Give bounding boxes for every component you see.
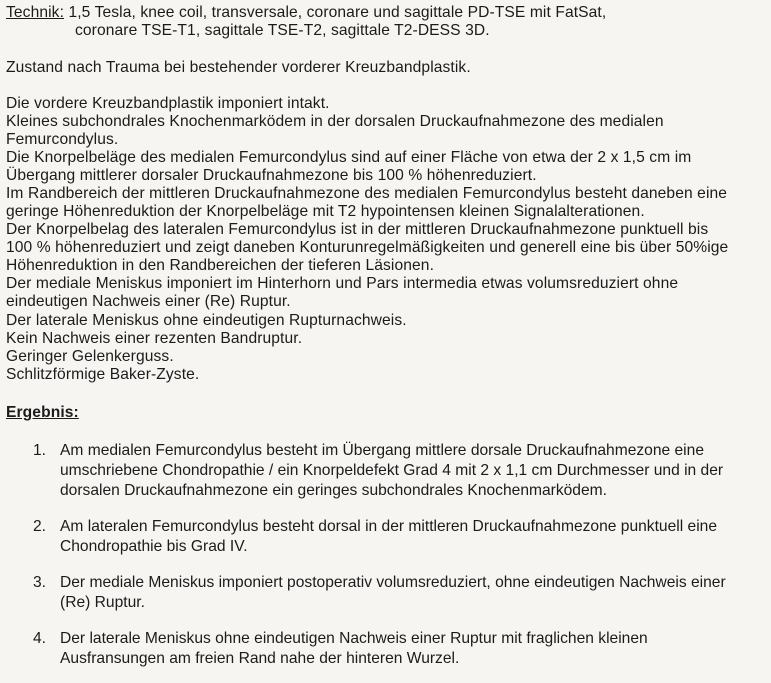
befund-line: Höhenreduktion in den Randbereichen der tieferen Läsionen. bbox=[6, 257, 434, 274]
befund-line: Die Knorpelbeläge des medialen Femurcondylus sind auf einer Fläche von etwa der 2 x 1,5 cm im bbox=[6, 149, 692, 166]
technik-text-1: 1,5 Tesla, knee coil, transversale, coronare und sagittale PD-TSE mit FatSat, bbox=[68, 4, 607, 21]
zustand-text: Zustand nach Trauma bei bestehender vorderer Kreuzbandplastik. bbox=[6, 59, 471, 76]
result-line: Am lateralen Femurcondylus besteht dorsal in der mittleren Druckaufnahmezone punktuell eine bbox=[60, 518, 718, 535]
befund-line: Femurcondylus. bbox=[6, 131, 119, 148]
result-number: 1. bbox=[33, 442, 47, 459]
technik-label: Technik: bbox=[6, 4, 65, 21]
result-line: (Re) Ruptur. bbox=[60, 594, 145, 611]
result-line: Der mediale Meniskus imponiert postoperativ volumsreduziert, ohne eindeutigen Nachweis einer bbox=[60, 574, 726, 591]
result-number: 4. bbox=[33, 630, 47, 647]
result-number: 2. bbox=[33, 518, 47, 535]
result-line: umschriebene Chondropathie / ein Knorpeldefekt Grad 4 mit 2 x 1,1 cm Durchmesser und in der bbox=[60, 462, 724, 479]
befund-line: Im Randbereich der mittleren Druckaufnahmezone des medialen Femurcondylus besteht daneben eine bbox=[6, 185, 728, 202]
befund-line: eindeutigen Nachweis einer (Re) Ruptur. bbox=[6, 293, 291, 310]
ergebnis-heading: Ergebnis: bbox=[6, 404, 79, 421]
befund-line: Schlitzförmige Baker-Zyste. bbox=[6, 366, 200, 383]
befund-line: Die vordere Kreuzbandplastik imponiert intakt. bbox=[6, 95, 330, 112]
befund-line: Kleines subchondrales Knochenmarködem in der dorsalen Druckaufnahmezone des medialen bbox=[6, 113, 664, 130]
befund-line: Der laterale Meniskus ohne eindeutigen Rupturnachweis. bbox=[6, 312, 407, 329]
result-line: Am medialen Femurcondylus besteht im Übergang mittlere dorsale Druckaufnahmezone eine bbox=[60, 442, 704, 459]
befund-line: Der Knorpelbelag des lateralen Femurcondylus ist in der mittleren Druckaufnahmezone punktuell bis bbox=[6, 221, 709, 238]
befund-line: Kein Nachweis einer rezenten Bandruptur. bbox=[6, 330, 303, 347]
result-line: Ausfransungen am freien Rand nahe der hinteren Wurzel. bbox=[60, 650, 460, 667]
technik-line-1 bbox=[6, 3, 606, 22]
befund-line: Geringer Gelenkerguss. bbox=[6, 348, 174, 365]
result-line: Der laterale Meniskus ohne eindeutigen Nachweis einer Ruptur mit fraglichen kleinen bbox=[60, 630, 648, 647]
result-line: Chondropathie bis Grad IV. bbox=[60, 538, 248, 555]
befund-line: 100 % höhenreduziert und zeigt daneben Konturunregelmäßigkeiten und generell eine bis über 50%ige bbox=[6, 239, 729, 256]
befund-line: Der mediale Meniskus imponiert im Hinterhorn und Pars intermedia etwas volumsreduziert ohne bbox=[6, 275, 679, 292]
result-line: dorsalen Druckaufnahmezone ein geringes subchondrales Knochenmarködem. bbox=[60, 482, 607, 499]
result-number: 3. bbox=[33, 574, 47, 591]
befund-line: Übergang mittlerer dorsaler Druckaufnahmezone bis 100 % höhenreduziert. bbox=[6, 167, 537, 184]
befund-line: geringe Höhenreduktion der Knorpelbeläge mit T2 hypointensen kleinen Signalalterationen. bbox=[6, 203, 645, 220]
technik-line-2: coronare TSE-T1, sagittale TSE-T2, sagittale T2-DESS 3D. bbox=[75, 22, 490, 39]
